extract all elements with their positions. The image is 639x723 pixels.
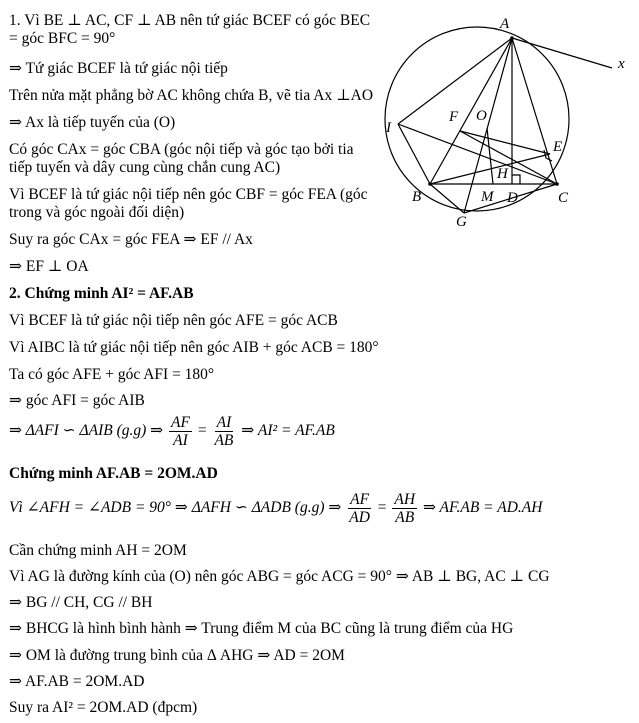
label-b: B [412,189,422,205]
label-d: D [507,190,518,206]
s1-line-3: ⇒ Tứ giác BCEF là tứ giác nội tiếp [9,60,228,77]
right-angle-mark-d [512,175,520,184]
s2-line-4: ⇒ góc AFI = góc AIB [9,392,145,409]
frac-af-ai: $\frac{AF}{AI}$ [171,414,190,449]
segment-bg [430,184,464,213]
segment-ef [460,131,550,154]
s1-line-6: Có góc CAx = góc CBA (góc nội tiếp và góc tạo bởi tia tiếp tuyến và dây cung cùng chắn cung AC) [9,141,354,176]
s1-line-4: Trên nửa mặt phẳng bờ AC không chứa B, vẽ tia Ax ⊥AO [9,87,374,104]
frac-ah-ab: $\frac{AH}{AB}$ [394,491,416,526]
s3-line-6: ⇒ AF.AB = 2OM.AD [9,673,145,690]
label-m: M [481,189,494,205]
s3-line-5: ⇒ OM là đường trung bình của Δ AHG ⇒ AD = 2OM [9,647,345,664]
label-e: E [553,139,563,155]
s1-line-9: ⇒ EF ⊥ OA [9,258,89,275]
label-c: C [558,190,569,206]
geometry-figure [380,8,639,238]
s3-line-7: Suy ra AI² = 2OM.AD (đpcm) [9,699,198,716]
s1-line-8: Suy ra góc CAx = góc FEA ⇒ EF // Ax [9,231,253,248]
s1-line-1: 1. Vì BE ⊥ AC, CF ⊥ AB nên tứ giác BCEF có góc BEC = góc BFC = 90° [9,12,371,47]
label-g: G [456,214,467,230]
label-o: O [476,108,487,124]
label-x: x [618,56,625,72]
segment-ic [398,124,557,184]
label-f: F [449,109,459,125]
s3-line-4: ⇒ BHCG là hình bình hành ⇒ Trung điểm M của BC cũng là trung điểm của HG [9,620,514,637]
diameter-ag [464,38,512,213]
s3-line-3: ⇒ BG // CH, CG // BH [9,594,153,611]
s3-line-1: Cần chứng minh AH = 2OM [9,542,187,559]
segment-ib [398,124,430,184]
s3-line-2: Vì AG là đường kính của (O) nên góc ABG = góc ACG = 90° ⇒ AB ⊥ BG, AC ⊥ CG [9,568,550,585]
s2-title: 2. Chứng minh AI² = AF.AB [9,285,194,302]
s2-formula: ⇒ ΔAFI ∽ ΔAIB (g.g) ⇒ $\frac{AF}{AI}$ = $\frac{AI}{AB}$ ⇒ AI² = AF.AB [9,414,335,449]
s1-line-5: ⇒ Ax là tiếp tuyến của (O) [9,114,176,131]
s2-line-2: Vì AIBC là tứ giác nội tiếp nên góc AIB + góc ACB = 180° [9,339,379,356]
s3-title: Chứng minh AF.AB = 2OM.AD [9,465,218,482]
s2-line-1: Vì BCEF là tứ giác nội tiếp nên góc AFE = góc ACB [9,312,338,329]
s3-formula: Vì ∠AFH = ∠ADB = 90° ⇒ ΔAFH ∽ ΔADB (g.g) ⇒ $\frac{AF}{AD}$ = $\frac{AH}{AB}$ ⇒ AF.AB = AD.AH [9,491,543,526]
frac-af-ad: $\frac{AF}{AD}$ [349,491,370,526]
label-i: I [386,120,391,136]
label-a: A [500,16,510,32]
tangent-ax [512,38,612,68]
frac-ai-ab: $\frac{AI}{AB}$ [214,414,234,449]
s1-line-7: Vì BCEF là tứ giác nội tiếp nên góc CBF = góc FEA (góc trong và góc ngoài đối diện) [9,186,368,221]
segment-mo [487,128,493,184]
label-h: H [497,166,508,182]
s2-line-3: Ta có góc AFE + góc AFI = 180° [9,366,215,383]
